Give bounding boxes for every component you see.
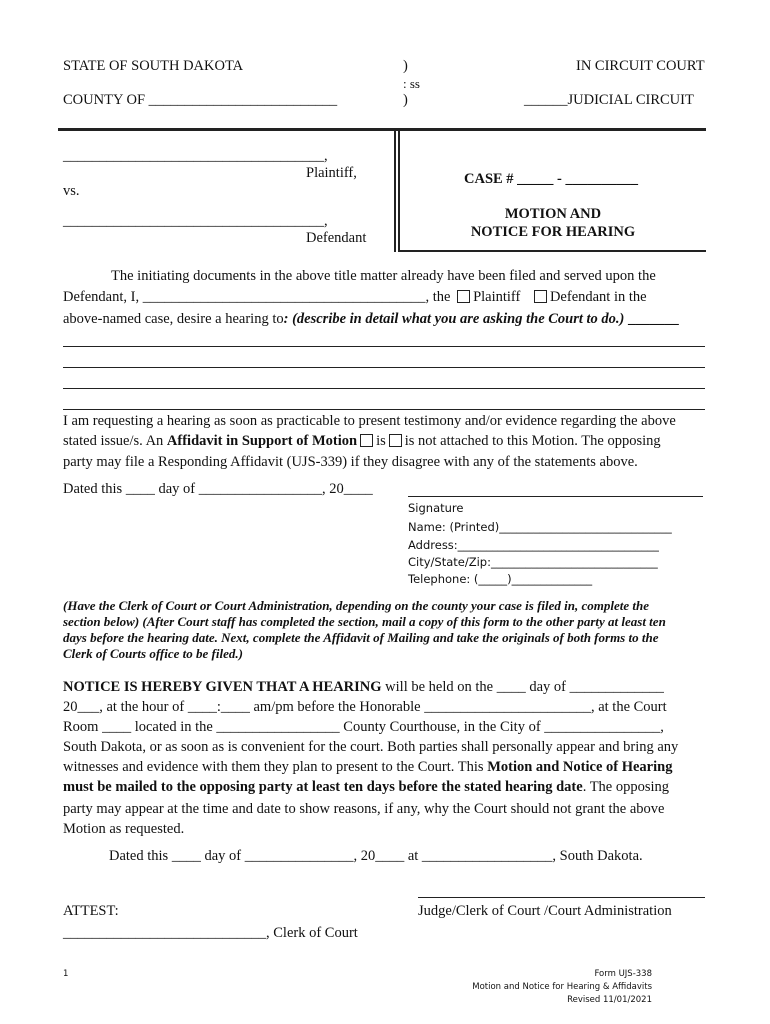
defendant-option-label: Defendant in the — [549, 289, 647, 305]
defendant-checkbox[interactable] — [534, 290, 547, 303]
mailing-requirement: must be mailed to the opposing party at least ten days before the stated hearing date — [63, 779, 583, 795]
court-label: IN CIRCUIT COURT — [576, 58, 705, 74]
instruction-line-1: (Have the Clerk of Court or Court Administration, depending on the county your case is filed in, complete the — [63, 598, 649, 613]
notice-line-4: South Dakota, or as soon as is convenient for the court. Both parties shall personally appear and bring any — [63, 739, 679, 755]
form-title-footer: Motion and Notice for Hearing & Affidavits — [472, 982, 652, 992]
notice-line-7: party may appear at the time and date to show reasons, if any, why the Court should not grant the above — [63, 801, 665, 817]
request-line-3: party may file a Responding Affidavit (UJS-339) if they disagree with any of the statements above. — [63, 454, 638, 470]
caption-divider-left — [394, 128, 396, 252]
affidavit-label: Affidavit in Support of Motion — [166, 433, 358, 449]
notice-line-1 — [63, 679, 664, 696]
motion-line-3-text: above-named case, desire a hearing to — [63, 311, 284, 327]
hearing-date-field[interactable]: will be held on the ____ day of _____________ — [381, 679, 664, 695]
instruction-line-4: Clerk of Courts office to be filed.) — [63, 646, 243, 661]
form-number: Form UJS-338 — [594, 969, 652, 979]
plaintiff-option-label: Plaintiff — [473, 289, 521, 305]
motion-line-2 — [63, 289, 647, 306]
notice-dated-field[interactable]: Dated this ____ day of _______________, 20____ at __________________, South Dakota. — [109, 848, 643, 864]
judge-signature-line[interactable] — [418, 897, 705, 898]
clerk-of-court-field[interactable]: ____________________________, Clerk of Court — [63, 925, 358, 941]
describe-line-1[interactable] — [63, 346, 705, 347]
attest-label: ATTEST: — [63, 903, 119, 919]
address-field[interactable]: Address:___________________________________ — [408, 538, 659, 552]
state-label: STATE OF SOUTH DAKOTA — [63, 58, 244, 74]
plaintiff-label: Plaintiff, — [306, 165, 357, 181]
defendant-name-field[interactable]: ____________________________________, — [63, 213, 328, 229]
movant-name-field[interactable]: Defendant, I, _______________________________________, the — [63, 289, 451, 305]
signature-line[interactable] — [408, 496, 703, 497]
notice-line-6 — [63, 779, 669, 796]
revised-date: Revised 11/01/2021 — [567, 995, 652, 1005]
request-dated-field[interactable]: Dated this ____ day of _________________, 20____ — [63, 481, 373, 497]
defendant-label: Defendant — [306, 230, 367, 246]
city-state-zip-field[interactable]: City/State/Zip:_____________________________ — [408, 555, 658, 569]
is-label: is — [376, 433, 386, 449]
paren-close: ) — [403, 92, 408, 108]
form-title-line-1: MOTION AND — [504, 206, 602, 222]
plaintiff-checkbox[interactable] — [457, 290, 470, 303]
notice-line-8: Motion as requested. — [63, 821, 185, 837]
is-not-label: is not attached to this Motion. The opposing — [404, 433, 661, 449]
request-line-2-text: stated issue/s. An — [63, 433, 164, 449]
describe-line-4[interactable] — [63, 409, 705, 410]
motion-line-1: The initiating documents in the above title matter already have been filed and served upon the — [111, 268, 656, 284]
is-attached-checkbox[interactable] — [360, 434, 373, 447]
request-line-2 — [63, 433, 661, 450]
telephone-field[interactable]: Telephone: (_____)______________ — [408, 572, 593, 586]
caption-bottom-rule — [400, 250, 706, 252]
judge-label: Judge/Clerk of Court /Court Administration — [418, 903, 672, 919]
notice-line-2[interactable]: 20___, at the hour of ____:____ am/pm before the Honorable _______________________, at the Court — [63, 699, 667, 715]
printed-name-field[interactable]: Name: (Printed)______________________________ — [408, 520, 672, 534]
notice-form-name: Motion and Notice of Hearing — [487, 759, 673, 775]
judicial-circuit-field[interactable]: ______JUDICIAL CIRCUIT — [524, 92, 694, 108]
notice-line-3[interactable]: Room ____ located in the _________________ County Courthouse, in the City of ________________, — [63, 719, 664, 735]
county-field[interactable]: COUNTY OF __________________________ — [63, 92, 338, 108]
plaintiff-name-field[interactable]: ____________________________________, — [63, 148, 328, 164]
page-number: 1 — [63, 969, 69, 979]
describe-blank[interactable]: _______ — [624, 311, 679, 327]
request-line-1: I am requesting a hearing as soon as practicable to present testimony and/or evidence regarding the above — [63, 413, 676, 429]
notice-line-6-text: . The opposing — [582, 779, 670, 795]
describe-line-2[interactable] — [63, 367, 705, 368]
describe-instruction: : (describe in detail what you are asking the Court to do.) — [283, 311, 625, 327]
signature-label: Signature — [408, 501, 464, 515]
paren-open: ) — [403, 58, 408, 74]
notice-heading: NOTICE IS HEREBY GIVEN THAT A HEARING — [63, 679, 382, 695]
is-not-attached-checkbox[interactable] — [389, 434, 402, 447]
caption-top-rule — [58, 128, 706, 131]
notice-line-5-text: witnesses and evidence with them they plan to present to the Court. This — [63, 759, 488, 775]
describe-line-3[interactable] — [63, 388, 705, 389]
vs-label: vs. — [63, 183, 80, 199]
form-title-line-2: NOTICE FOR HEARING — [470, 224, 636, 240]
motion-line-3 — [63, 311, 679, 328]
notice-line-5 — [63, 759, 672, 776]
instruction-line-3: days before the hearing date. Next, complete the Affidavit of Mailing and take the originals of both forms to the — [63, 630, 659, 645]
case-number-field[interactable]: CASE # _____ - __________ — [464, 171, 639, 187]
instruction-line-2: section below) (After Court staff has completed the section, mail a copy of this form to the other party at least ten — [63, 614, 666, 629]
ss-label: : ss — [403, 76, 420, 91]
